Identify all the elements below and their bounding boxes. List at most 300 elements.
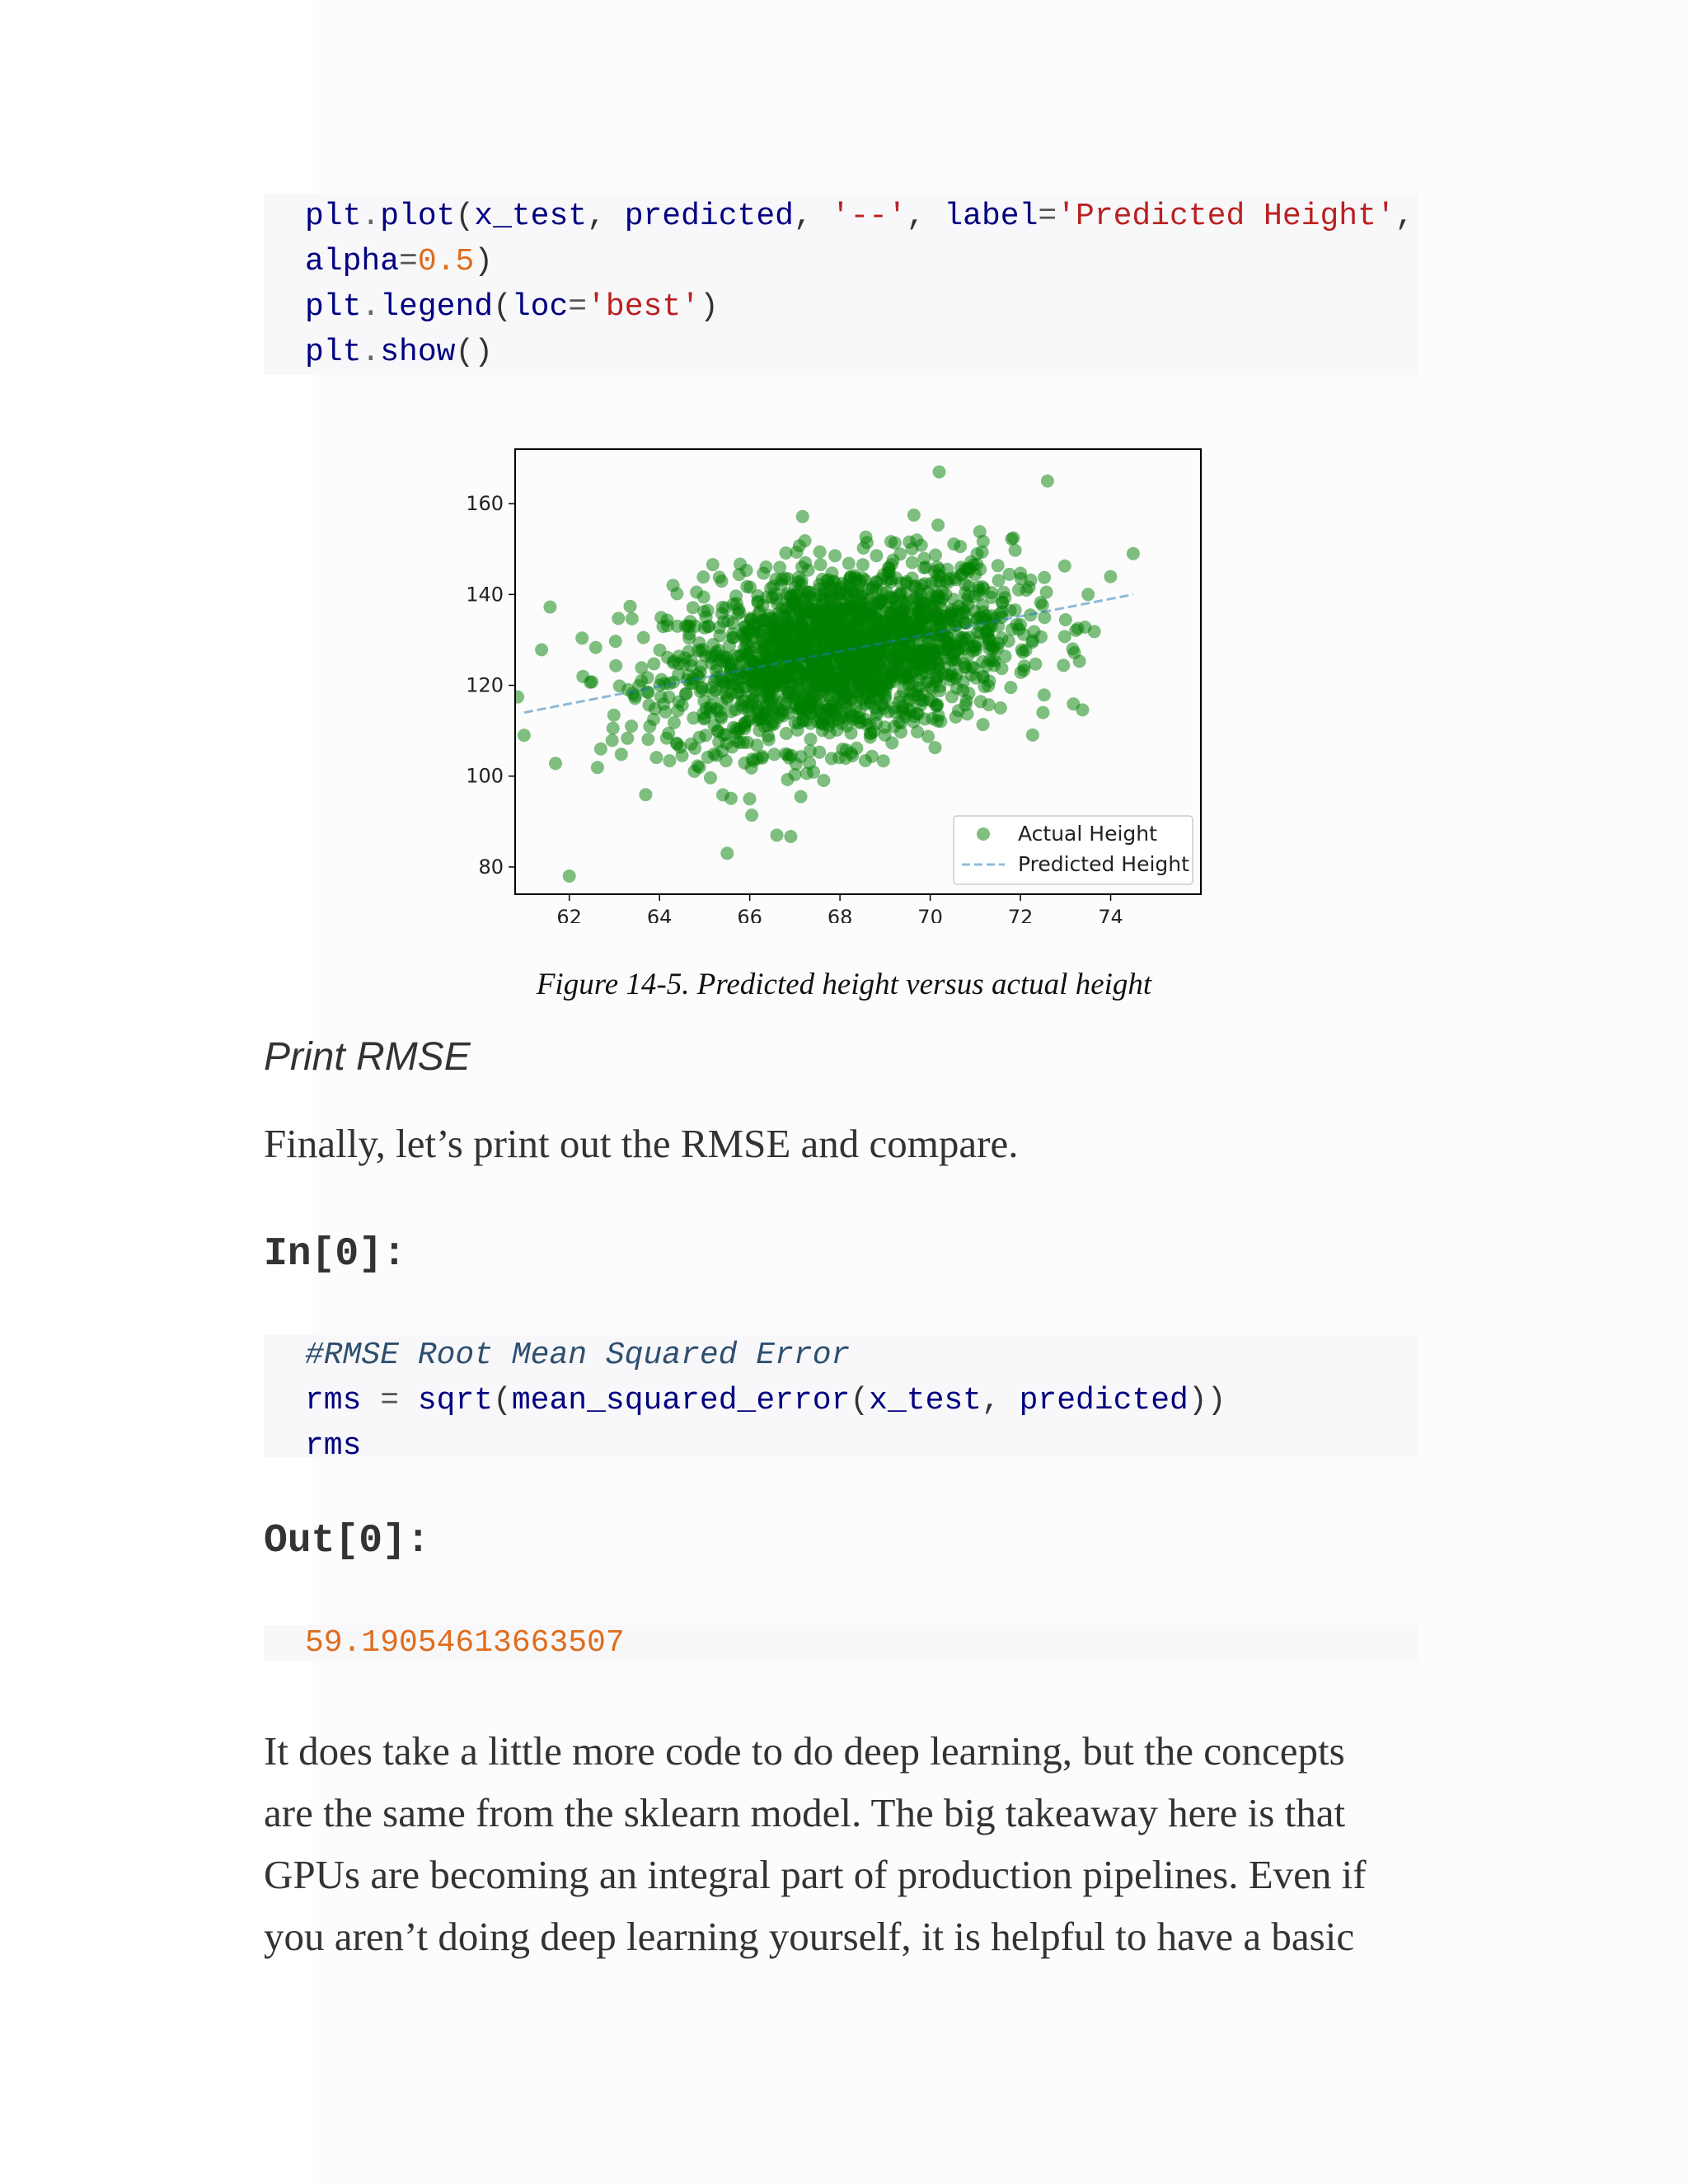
scatter-point [930,672,943,685]
x-tick-label: 62 [556,906,582,923]
scatter-point [893,547,907,560]
conclusion-line: you aren’t doing deep learning yourself, it is helpful to have a basic [264,1914,1355,1959]
scatter-point [834,609,847,622]
scatter-point [734,698,748,711]
code-token: plt [305,199,362,234]
scatter-point [795,790,808,804]
scatter-point [700,611,713,624]
scatter-point [1104,570,1117,583]
scatter-point [647,658,660,671]
scatter-point [667,676,680,689]
scatter-point [861,666,874,679]
scatter-point [762,733,776,746]
code-token: rms [305,1383,362,1418]
scatter-point [750,738,763,752]
x-tick-label: 68 [827,906,853,923]
code-token: plt [305,335,362,370]
scatter-point [994,701,1007,715]
scatter-point [643,719,656,733]
scatter-point [706,558,720,571]
scatter-point [715,711,728,724]
scatter-point [612,612,625,625]
scatter-point [796,510,809,523]
code-token: '--' [831,199,907,234]
scatter-point [1004,681,1017,694]
code-token: () [455,335,494,370]
scatter-point [685,738,698,751]
scatter-point [720,846,734,860]
scatter-point [903,622,917,635]
scatter-point [828,575,841,588]
scatter-point [676,749,689,762]
code-token: = [1038,199,1057,234]
code-line [264,330,1418,375]
scatter-point [908,644,921,657]
conclusion-line: are the same from the sklearn model. The big takeaway here is that [264,1790,1346,1835]
scatter-point [784,830,797,843]
scatter-point [1026,729,1039,742]
scatter-point [889,654,902,668]
x-tick-label: 74 [1098,906,1123,923]
scatter-point [976,546,989,559]
code-token: , [1395,199,1414,234]
scatter-point [720,737,734,750]
scatter-point [923,616,936,630]
code-token: sqrt [417,1383,494,1418]
code-token: . [361,335,381,370]
scatter-point [654,691,668,704]
scatter-point [737,736,750,749]
scatter-point [846,713,860,726]
scatter-point [790,546,804,559]
scatter-point [928,565,941,578]
scatter-point [767,748,781,761]
scatter-point [799,556,812,569]
scatter-point [747,755,760,768]
scatter-point [738,642,751,655]
scatter-point [1038,571,1051,584]
scatter-point [973,583,986,597]
scatter-point [884,573,898,586]
conclusion-line: It does take a little more code to do deep learning, but the concepts [264,1728,1345,1774]
scatter-point [621,732,634,745]
y-tick-label: 140 [466,583,504,607]
code-token: x_test [474,199,588,234]
scatter-point [872,648,885,661]
scatter-point [732,681,745,694]
scatter-point [844,571,857,584]
scatter-point [743,792,757,805]
intro-paragraph: Finally, let’s print out the RMSE and compare. [264,1121,1019,1166]
code-token: ( [493,1383,512,1418]
scatter-point [655,673,668,687]
scatter-point [771,598,784,611]
scatter-point [607,709,621,722]
scatter-point [676,699,689,712]
scatter-point [1002,635,1015,648]
scatter-point [869,701,882,715]
scatter-point [654,644,667,657]
scatter-point [697,591,710,604]
scatter-point [877,754,890,767]
figure-caption: Figure 14-5. Predicted height versus actual height [536,968,1152,1001]
scatter-point [738,719,751,733]
scatter-point [661,619,674,632]
scatter-point [837,681,851,694]
scatter-point [729,589,743,602]
scatter-point [609,635,622,648]
scatter-point [667,579,680,592]
scatter-point [901,669,914,682]
scatter-point [879,615,893,628]
code-line [264,194,1418,239]
code-token: ( [850,1383,870,1418]
scatter-point [711,725,724,738]
scatter-chart [437,445,1220,923]
code-token: = [361,1383,418,1418]
scatter-point [594,743,607,756]
code-token: alpha [305,244,400,279]
scatter-point [985,591,998,604]
code-token: . [361,199,381,234]
code-token: 'best' [587,289,700,325]
scatter-point [933,466,946,479]
code-token: . [361,289,381,325]
scatter-point [917,552,931,565]
code-token: , [981,1383,1020,1418]
code-line [264,239,1418,284]
scatter-point [863,601,876,614]
scatter-point [687,601,700,614]
scatter-point [639,788,652,801]
scatter-point [798,700,811,713]
scatter-point [637,631,650,644]
code-token: mean_squared_error [511,1383,851,1418]
scatter-point [803,757,816,770]
scatter-point [682,631,696,644]
scatter-point [1036,706,1049,719]
scatter-point [940,563,954,576]
x-tick-label: 66 [737,906,762,923]
scatter-point [856,571,870,584]
scatter-figure [437,445,1220,923]
scatter-point [828,549,842,562]
code-line [264,1380,1418,1426]
scatter-point [891,626,904,639]
y-tick-label: 120 [466,673,504,697]
scatter-point [626,612,639,626]
scatter-point [971,612,984,625]
code-token: , [793,199,832,234]
scatter-point [1015,572,1028,585]
output-cell-label: Out[0]: [264,1519,430,1563]
scatter-point [956,635,969,648]
scatter-point [756,630,769,644]
scatter-point [804,733,818,746]
scatter-point [807,664,820,677]
scatter-point [977,718,990,731]
scatter-point [713,570,726,583]
code-token: ( [493,289,512,325]
scatter-point [795,574,809,587]
scatter-point [982,632,996,645]
scatter-point [607,722,620,735]
scatter-point [973,525,987,538]
code-token: predicted [1019,1383,1189,1418]
scatter-point [642,699,655,712]
code-token: legend [380,289,494,325]
y-tick-label: 100 [466,764,504,788]
code-token: , [587,199,625,234]
scatter-point [1058,630,1071,643]
scatter-point [907,509,921,522]
code-token: rms [305,1428,362,1464]
scatter-point [889,705,902,719]
x-tick-label: 70 [917,906,943,923]
scatter-point [756,713,769,726]
scatter-point [771,828,784,841]
scatter-point [769,680,782,693]
section-heading: Print RMSE [264,1035,471,1079]
scatter-point [900,575,913,588]
scatter-point [575,631,588,644]
scatter-point [947,537,960,551]
scatter-point [813,606,826,619]
scatter-point [679,687,692,701]
code-token: = [399,244,418,279]
scatter-point [776,638,790,651]
scatter-point [609,659,622,673]
code-token: show [380,335,456,370]
scatter-point [870,549,883,562]
scatter-point [859,754,872,767]
scatter-point [757,643,771,656]
scatter-point [724,792,738,805]
legend-label-actual: Actual Height [1018,822,1157,846]
scatter-point [535,643,548,656]
scatter-point [969,672,982,685]
scatter-point [697,712,710,725]
scatter-point [1081,588,1095,601]
code-token: #RMSE Root Mean Squared Error [305,1338,851,1373]
scatter-point [563,869,576,883]
scatter-point [933,684,946,697]
scatter-point [543,601,556,614]
scatter-point [767,703,780,716]
scatter-point [1058,560,1071,573]
scatter-point [1068,646,1081,659]
scatter-point [790,659,804,673]
scatter-point [781,773,795,786]
scatter-point [931,715,944,728]
scatter-point [743,581,757,594]
scatter-point [949,655,962,668]
scatter-point [885,558,898,571]
y-tick-label: 80 [478,855,504,879]
scatter-point [549,757,562,770]
scatter-point [1009,544,1022,557]
scatter-point [819,654,832,667]
scatter-point [641,733,654,746]
scatter-point [874,660,887,673]
scatter-point [912,583,926,596]
scatter-point [606,733,619,747]
legend-label-predicted: Predicted Height [1018,852,1189,876]
scatter-point [818,593,832,607]
code-token: ) [474,244,494,279]
scatter-point [782,686,795,699]
scatter-point [591,761,604,774]
scatter-point [812,678,825,691]
scatter-point [992,559,1005,572]
scatter-point [1038,688,1051,701]
scatter-point [704,771,717,785]
scatter-point [682,645,696,658]
code-token: plt [305,289,362,325]
scatter-point [773,561,786,574]
output-block [264,1625,1418,1661]
scatter-point [804,744,817,757]
input-cell-label: In[0]: [264,1232,406,1277]
code-token: loc [511,289,569,325]
scatter-point [624,600,637,613]
scatter-point [1057,658,1070,672]
code-token: x_test [869,1383,982,1418]
scatter-point [817,774,830,787]
scatter-point [1014,618,1027,631]
legend-marker-actual [977,827,990,841]
scatter-point [576,670,589,683]
scatter-point [715,607,729,620]
code-block-plot [264,194,1418,375]
code-token: predicted [624,199,794,234]
scatter-point [795,615,809,628]
code-token: ) [699,289,719,325]
scatter-point [693,761,706,774]
scatter-point [790,757,803,771]
scatter-point [860,531,873,544]
scatter-point [900,598,913,612]
code-token: 0.5 [417,244,475,279]
scatter-point [1005,532,1018,546]
scatter-point [986,654,999,667]
scatter-point [1015,666,1028,679]
scatter-point [1127,547,1140,560]
scatter-point [673,657,686,670]
scatter-point [745,808,758,822]
scatter-point [968,640,982,653]
scatter-point [982,698,996,711]
scatter-point [967,558,980,571]
scatter-point [753,605,767,618]
scatter-point [888,720,901,733]
scatter-point [780,727,793,740]
scatter-point [734,558,747,571]
code-block-rmse [264,1335,1418,1464]
scatter-point [713,621,726,634]
code-token: , [906,199,945,234]
scatter-point [732,607,745,621]
scatter-point [660,732,673,745]
scatter-point [1059,613,1072,626]
scatter-point [613,679,626,692]
code-token: )) [1188,1383,1226,1418]
scatter-point [934,608,947,621]
scatter-point [1078,621,1091,634]
scatter-point [998,591,1011,604]
output-value: 59.19054613663507 [305,1625,625,1661]
scatter-point [803,591,816,604]
scatter-point [511,691,524,704]
scatter-point [707,748,720,761]
scatter-point [625,719,638,733]
scatter-point [1036,598,1049,612]
code-token: label [944,199,1039,234]
code-token: plot [380,199,456,234]
scatter-point [955,569,968,582]
scatter-point [782,616,795,629]
scatter-point [929,549,942,562]
scatter-point [668,716,681,729]
scatter-point [860,713,873,726]
scatter-point [848,626,861,640]
scatter-point [804,717,817,730]
scatter-point [925,577,938,590]
code-token: 'Predicted Height' [1057,199,1395,234]
scatter-point [696,682,709,696]
scatter-point [748,691,762,705]
scatter-point [757,567,770,580]
scatter-point [814,558,828,571]
scatter-point [635,661,648,674]
code-line [264,1426,1418,1471]
x-tick-label: 64 [646,906,673,923]
conclusion-paragraph [264,1720,1434,1967]
scatter-point [1076,703,1089,716]
scatter-point [838,663,851,676]
scatter-point [900,587,913,600]
scatter-point [856,558,870,571]
scatter-point [787,596,800,609]
code-token: ( [455,199,475,234]
code-line [264,284,1418,330]
scatter-point [939,588,952,601]
scatter-point [952,704,965,717]
scatter-point [769,665,782,678]
scatter-point [842,557,856,570]
scatter-point [518,729,531,742]
code-token: = [568,289,588,325]
scatter-point [1003,568,1016,581]
scatter-point [710,645,723,658]
scatter-point [867,725,880,738]
scatter-point [814,546,827,559]
scatter-point [694,666,707,679]
scatter-point [681,619,694,632]
scatter-point [845,747,858,760]
y-tick-label: 160 [466,492,504,516]
scatter-point [696,570,710,583]
scatter-point [812,627,825,640]
scatter-point [929,741,942,754]
scatter-point [905,542,918,555]
code-line [264,1335,1418,1380]
scatter-point [825,678,838,691]
scatter-point [962,687,975,700]
scatter-point [1029,658,1042,671]
scatter-point [649,751,663,764]
scatter-point [845,727,858,740]
